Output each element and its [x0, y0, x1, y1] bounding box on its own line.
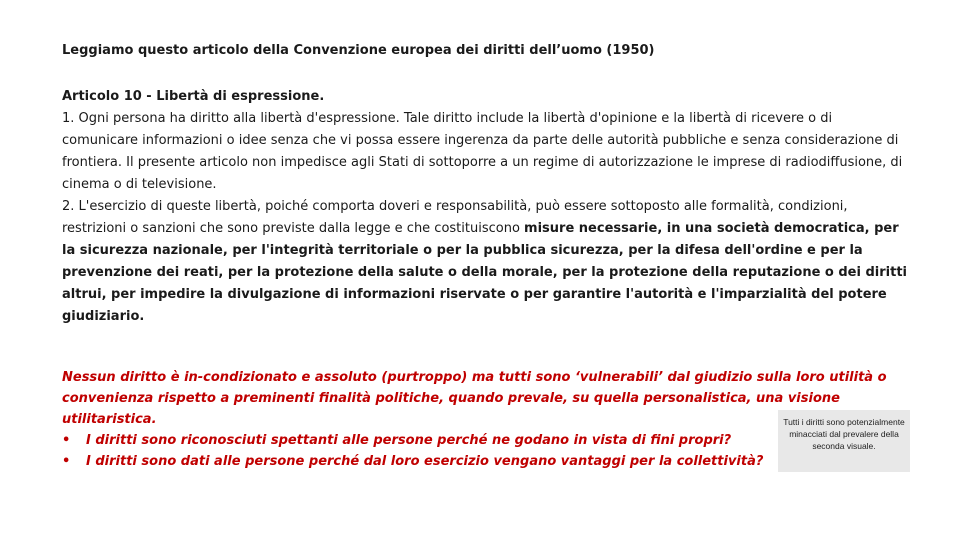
page-heading: Leggiamo questo articolo della Convenzione europea dei diritti dell’uomo (1950)	[62, 43, 655, 58]
bullet-icon: •	[62, 433, 71, 448]
bullet-text: I diritti sono dati alle persone perché dal loro esercizio vengano vantaggi per la collettività?	[86, 454, 764, 469]
side-note-text: Tutti i diritti sono potenzialmente minacciati dal prevalere della seconda visuale.	[783, 417, 905, 451]
article-paragraph-1: 1. Ogni persona ha diritto alla libertà d'espressione. Tale diritto include la libertà d'opinione e la libertà di ricevere o di comunicare informazioni o idee senza che vi possa essere ingerenza da parte delle autorità pubbliche e senza considerazione di frontiera. Il presente articolo non impedisce agli Stati di sottoporre a un regime di autorizzazione le imprese di radiodiffusione, di cinema o di televisione.	[62, 111, 903, 192]
article-paragraph-2	[62, 196, 912, 328]
article-paragraph-2-bold: misure necessarie, in una società democratica, per la sicurezza nazionale, per l'integrità territoriale o per la pubblica sicurezza, per la difesa dell'ordine e per la prevenzione dei reati, per la protezione della salute o della morale, per la protezione della reputazione o dei diritti altrui, per impedire la divulgazione di informazioni riservate o per garantire l'autorità e l'imparzialità del potere giudiziario.	[62, 221, 907, 324]
list-item	[62, 451, 766, 472]
commentary	[62, 367, 902, 472]
commentary-bullets	[62, 430, 902, 472]
side-note	[778, 410, 910, 472]
bullet-text: I diritti sono riconosciuti spettanti alle persone perché ne godano in vista di fini propri?	[86, 433, 732, 448]
list-item	[62, 430, 766, 451]
article-text	[62, 86, 912, 328]
bullet-icon: •	[62, 454, 71, 469]
article-paragraph-2-start: 2. L'esercizio di queste libertà, poiché comporta doveri e responsabilità, può essere sottoposto alle formalità, condizioni, restrizioni o sanzioni che sono previste dalla legge e che costituiscono	[62, 199, 848, 236]
commentary-intro: Nessun diritto è in-condizionato e assoluto (purtroppo) ma tutti sono ‘vulnerabili’ dal giudizio sulla loro utilità o convenienza rispetto a preminenti finalità politiche, quando prevale, su quella personalistica, una visione utilitaristica.	[62, 370, 887, 427]
article-title: Articolo 10 - Libertà di espressione.	[62, 89, 325, 104]
